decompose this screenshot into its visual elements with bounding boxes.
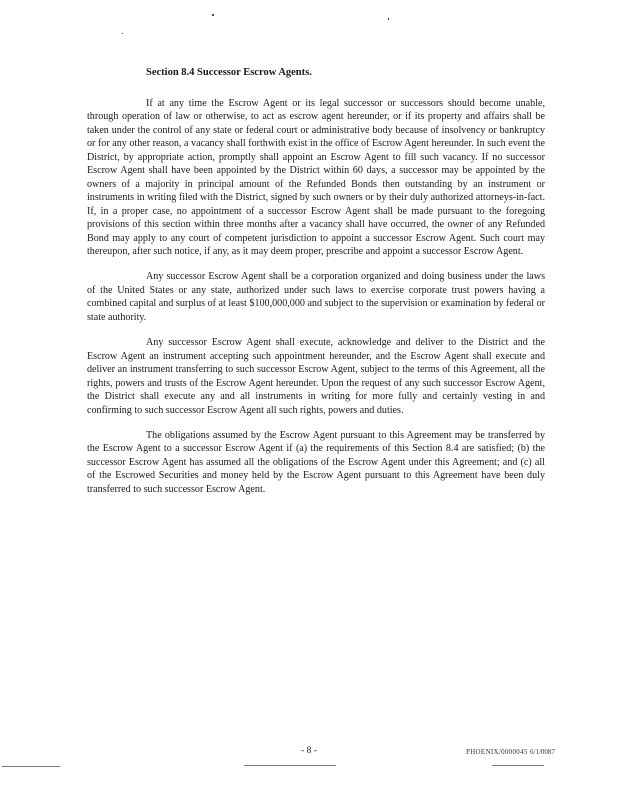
scan-artifact-line (244, 765, 336, 766)
paragraph: Any successor Escrow Agent shall be a corporation organized and doing business under the laws of the United States or any state, authorized under such laws to exercise corporate trust powers having a combined capital and surplus of at least $100,000,000 and subject to the supervision or examination by federal or state authority. (87, 271, 545, 323)
scan-artifact-line (2, 766, 60, 767)
section-heading: Section 8.4 Successor Escrow Agents. (146, 67, 312, 78)
scan-speck (212, 14, 214, 16)
scan-speck (122, 33, 123, 34)
scan-speck (388, 18, 389, 20)
paragraph: If at any time the Escrow Agent or its legal successor or successors should become unable, through operation of law or otherwise, to act as escrow agent hereunder, or if its property and affairs shall be taken under the control of any state or federal court or administrative body because of insolvency or bankruptcy or for any other reason, a vacancy shall forthwith exist in the office of Escrow Agent hereunder. In such event the District, by appropriate action, promptly shall appoint an Escrow Agent to fill such vacancy. If no successor Escrow Agent shall have been appointed by the District within 60 days, a successor may be appointed by the owners of a majority in principal amount of the Refunded Bonds then outstanding by an instrument or instruments in writing filed with the District, signed by such owners or by their duly authorized attorneys-in-fact. If, in a proper case, no appointment of a successor Escrow Agent shall be made pursuant to the foregoing provisions of this section within three months after a vacancy shall have occurred, the owner of any Refunded Bond may apply to any court of competent jurisdiction to appoint a successor Escrow Agent. Such court may thereupon, after such notice, if any, as it may deem proper, prescribe and appoint a successor Escrow Agent. (87, 98, 545, 257)
paragraph: The obligations assumed by the Escrow Agent pursuant to this Agreement may be transferred by the Escrow Agent to a successor Escrow Agent if (a) the requirements of this Section 8.4 are satisfied; (b) the successor Escrow Agent has assumed all the obligations of the Escrow Agent under this Agreement; and (c) all of the Escrowed Securities and money held by the Escrow Agent pursuant to this Agreement have been duly transferred to such successor Escrow Agent. (87, 429, 545, 495)
document-date: 6/1/0087 (530, 748, 555, 756)
document-id: PHOENIX/0000045 (466, 748, 528, 756)
document-body (87, 97, 545, 508)
page-number: - 8 - (301, 746, 317, 756)
paragraph: Any successor Escrow Agent shall execute, acknowledge and deliver to the District and the Escrow Agent an instrument accepting such appointment hereunder, and the Escrow Agent shall execute and deliver an instrument transferring to such successor Escrow Agent, subject to the terms of this Agreement, all the rights, powers and trusts of the Escrow Agent hereunder. Upon the request of any such successor Escrow Agent, the District shall execute any and all instruments in writing for more fully and certainly vesting in and confirming to such successor Escrow Agent all such rights, powers and duties. (87, 337, 545, 416)
scan-artifact-line (492, 765, 544, 766)
